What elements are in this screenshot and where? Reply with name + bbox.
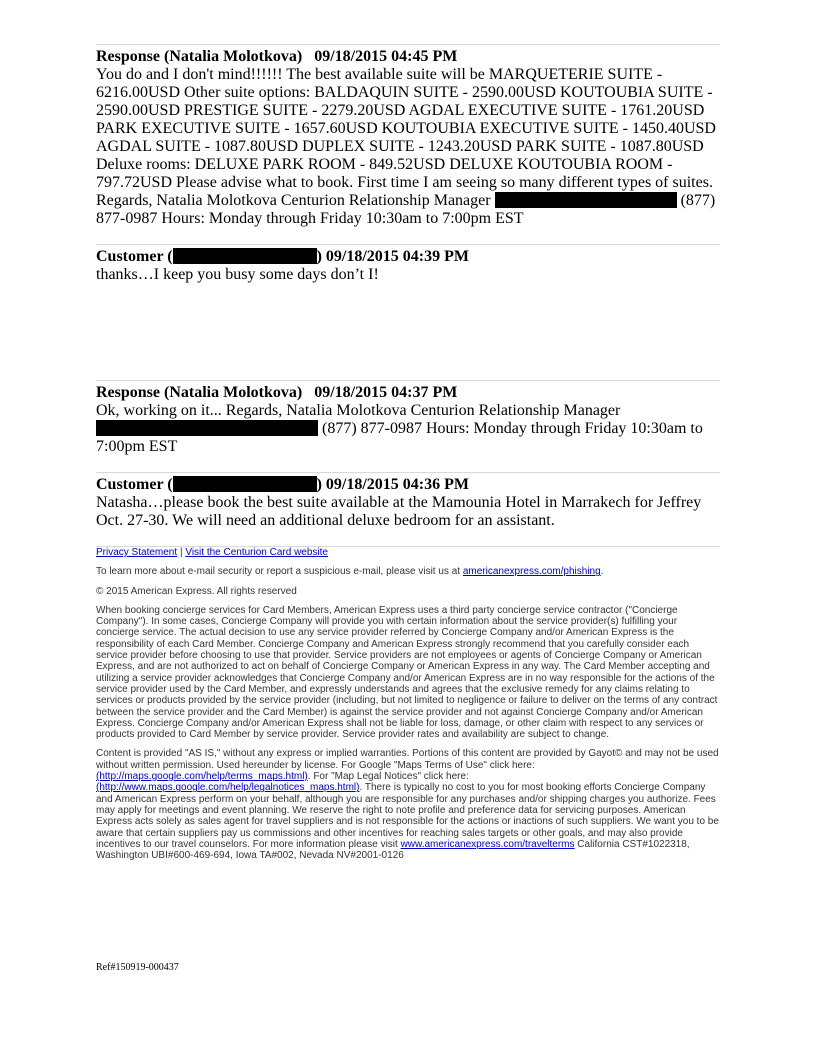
email-thread (96, 44, 720, 869)
message-text: thanks…I keep you busy some days don’t I! (96, 266, 379, 283)
reference-number: Ref#150919-000437 (96, 962, 179, 973)
security-text: To learn more about e-mail security or report a suspicious e-mail, please visit us at (96, 566, 461, 578)
message-timestamp: ) 09/18/2015 04:36 PM (316, 476, 469, 493)
security-notice (96, 566, 720, 577)
redaction-bar (173, 248, 317, 264)
message-text-contact: (877) 877-0987 Hours: Monday through Friday 10:30am to 7:00pm EST (96, 192, 716, 227)
message-timestamp: ) 09/18/2015 04:39 PM (316, 248, 469, 265)
content-disclaimer (96, 748, 720, 861)
message-sender: Response (Natalia Molotkova) (96, 48, 303, 65)
privacy-statement-link[interactable]: Privacy Statement (96, 547, 178, 558)
maps-terms-link[interactable]: (http://maps.google.com/help/terms_maps.html) (96, 771, 308, 783)
redaction-bar (173, 476, 317, 492)
message-body (96, 402, 720, 456)
message-sender: Response (Natalia Molotkova) (96, 384, 303, 401)
message-text-contact: (877) 877-0987 Hours: Monday through Friday 10:30am to 7:00pm EST (96, 420, 703, 455)
travelterms-link[interactable]: www.americanexpress.com/travelterms (400, 838, 575, 850)
content-text: . For "Map Legal Notices" click here: (307, 771, 469, 783)
security-period: . (600, 566, 604, 578)
legal-notices-link[interactable]: (http://www.maps.google.com/help/legalnotices_maps.html) (96, 782, 360, 794)
message-customer-1 (96, 245, 720, 284)
message-header (96, 384, 720, 402)
concierge-disclaimer: When booking concierge services for Card Members, American Express uses a third party concierge service contractor ("Concierge Company"). In some cases, Concierge Company will provide you with certain information about the service provider(s) fulfilling your concierge service. The actual decision to use any service provider referred by Concierge Company and/or American Express is the responsibility of each Card Member. Concierge Company and American Express strongly recommend that you carefully consider each service provider before choosing to use that provider. Service providers are not employees or agents of Concierge Company or American Express, and are not authorized to act on behalf of Concierge Company or American Express in any way. The Card Member accepting and utilizing a service provider acknowledges that Concierge Company and/or American Express are in no way responsible for the actions of the service provider used by the Card Member, and expressly understands and agrees that the exclusive remedy for any claims relating to services or products provided by the service provider (including, but not limited to negligence or failure to deliver on the terms of any contract between the service provider and the Card Member) is against the service provider and not against Concierge Company and/or American Express. Concierge Company and/or American Express shall not be liable for loss, damage, or other claim with respect to any services or products provided to Card Member by service provider. Service provider rates and availability are subject to change. (96, 604, 718, 741)
footer-links (96, 547, 720, 558)
phishing-link[interactable]: americanexpress.com/phishing (462, 566, 601, 578)
message-header (96, 476, 720, 494)
message-body (96, 494, 720, 530)
message-text: Ok, working on it... Regards, Natalia Molotkova Centurion Relationship Manager (96, 402, 621, 419)
message-text: Natasha…please book the best suite available at the Mamounia Hotel in Marrakech for Jeffrey Oct. 27-30. We will need an additional deluxe bedroom for an assistant. (96, 494, 702, 529)
message-sender: Customer ( (96, 248, 173, 265)
message-text: You do and I don't mind!!!!!! The best available suite will be MARQUETERIE SUITE - 6216.00USD Other suite options: BALDAQUIN SUITE - 2590.00USD KOUTOUBIA SUITE - 2590.00USD PRESTIGE SUITE - 2279.20USD AGDAL EXECUTIVE SUITE - 1761.20USD PARK EXECUTIVE SUITE - 1657.60USD KOUTOUBIA EXECUTIVE SUITE - 1450.40USD AGDAL SUITE - 1087.80USD DUPLEX SUITE - 1243.20USD PARK SUITE - 1087.80USD Deluxe rooms: DELUXE PARK ROOM - 849.52USD DELUXE KOUTOUBIA ROOM - 797.72USD Please advise what to book. First time I am seeing so many different types of suites. Regards, Natalia Molotkova Centurion Relationship Manager (96, 66, 716, 209)
message-header (96, 248, 720, 266)
message-sender: Customer ( (96, 476, 173, 493)
content-text: California CST#1022318, Washington UBI#600-469-694, Iowa TA#002, Nevada NV#2001-0126 (96, 838, 690, 862)
message-body (96, 266, 720, 284)
content-text: . There is typically no cost to you for most booking efforts Concierge Company and American Express perform on your behalf, although you are responsible for any purchases and/or shipping charges you authorize. Fees may apply for meetings and event planning. We reserve the right to note profile and preference data for servicing purposes. American Express acts solely as sales agent for travel suppliers and is not responsible for the actions or inactions of such suppliers. We want you to be aware that certain suppliers pay us commissions and other incentives for reaching sales targets or other goals, and may also provide incentives to our travel counselors. For more information please visit (96, 782, 719, 850)
redaction-bar (495, 192, 677, 208)
message-customer-2 (96, 473, 720, 530)
centurion-card-link[interactable]: Visit the Centurion Card website (185, 547, 328, 558)
redaction-bar (96, 420, 318, 436)
email-footer (96, 547, 720, 861)
message-header (96, 48, 720, 66)
copyright: © 2015 American Express. All rights reserved (96, 585, 297, 597)
message-timestamp: 09/18/2015 04:37 PM (314, 384, 458, 401)
message-body (96, 66, 720, 228)
link-separator: | (179, 547, 183, 558)
message-response-1 (96, 45, 720, 228)
message-response-2 (96, 381, 720, 456)
content-text: Content is provided "AS IS," without any express or implied warranties. Portions of this content are provided by Gayot© and may not be used without written permission. Used hereunder by license. For Google "Maps Terms of Use" click here: (96, 748, 719, 771)
message-timestamp: 09/18/2015 04:45 PM (314, 48, 458, 65)
